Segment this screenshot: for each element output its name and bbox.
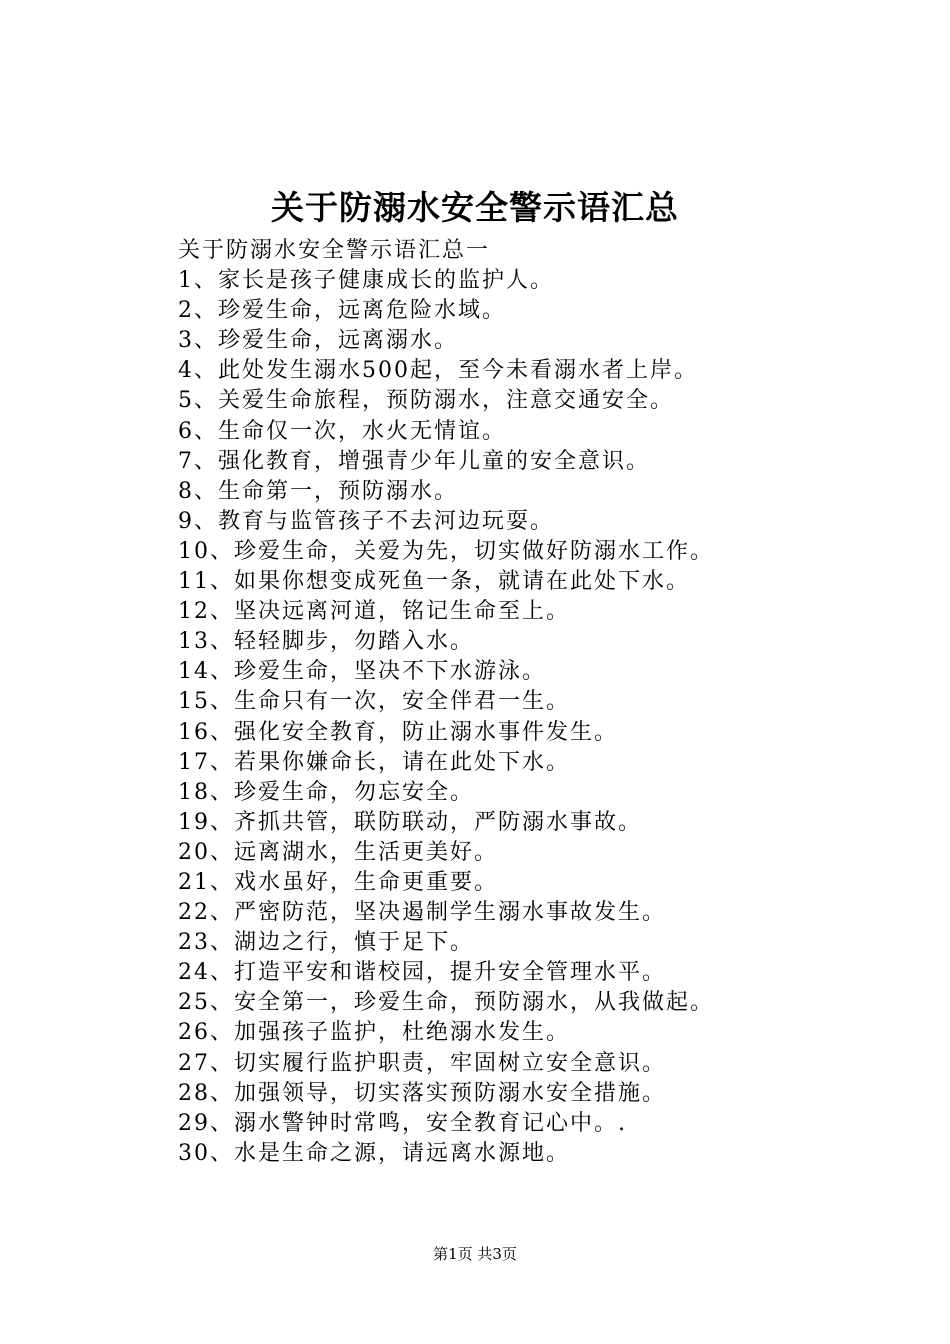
list-item: 14、珍爱生命，坚决不下水游泳。	[178, 659, 546, 685]
list-item: 4、此处发生溺水500起，至今未看溺水者上岸。	[178, 358, 698, 384]
list-item: 19、齐抓共管，联防联动，严防溺水事故。	[178, 809, 642, 835]
list-item: 21、戏水虽好，生命更重要。	[178, 869, 498, 895]
list-item: 24、打造平安和谐校园，提升安全管理水平。	[178, 960, 666, 986]
list-item: 15、生命只有一次，安全伴君一生。	[178, 689, 570, 715]
list-item: 26、加强孩子监护，杜绝溺水发生。	[178, 1020, 570, 1046]
list-item: 11、如果你想变成死鱼一条，就请在此处下水。	[178, 569, 690, 595]
list-item: 3、珍爱生命，远离溺水。	[178, 328, 458, 354]
list-item: 12、坚决远离河道，铭记生命至上。	[178, 599, 570, 625]
list-item: 1、家长是孩子健康成长的监护人。	[178, 268, 554, 294]
page-number-footer: 第1页 共3页	[433, 1245, 517, 1263]
list-item: 28、加强领导，切实落实预防溺水安全措施。	[178, 1080, 666, 1106]
list-item: 27、切实履行监护职责，牢固树立安全意识。	[178, 1050, 666, 1076]
section-heading: 关于防溺水安全警示语汇总一	[178, 238, 491, 263]
list-item: 30、水是生命之源，请远离水源地。	[178, 1140, 570, 1166]
list-item: 18、珍爱生命，勿忘安全。	[178, 779, 474, 805]
list-item: 7、强化教育，增强青少年儿童的安全意识。	[178, 448, 650, 474]
slogan-list	[178, 266, 878, 1169]
list-item: 23、湖边之行，慎于足下。	[178, 930, 474, 956]
list-item: 13、轻轻脚步，勿踏入水。	[178, 629, 474, 655]
list-item: 10、珍爱生命，关爱为先，切实做好防溺水工作。	[178, 538, 714, 564]
document-title: 关于防溺水安全警示语汇总	[271, 188, 679, 227]
list-item: 8、生命第一，预防溺水。	[178, 478, 458, 504]
list-item: 29、溺水警钟时常鸣，安全教育记心中。.	[178, 1110, 627, 1136]
list-item: 17、若果你嫌命长，请在此处下水。	[178, 749, 570, 775]
list-item: 2、珍爱生命，远离危险水域。	[178, 298, 506, 324]
list-item: 20、远离湖水，生活更美好。	[178, 839, 498, 865]
list-item: 9、教育与监管孩子不去河边玩耍。	[178, 508, 554, 534]
list-item: 22、严密防范，坚决遏制学生溺水事故发生。	[178, 900, 666, 926]
document-body	[178, 236, 878, 1169]
list-item: 25、安全第一，珍爱生命，预防溺水，从我做起。	[178, 990, 714, 1016]
list-item: 5、关爱生命旅程，预防溺水，注意交通安全。	[178, 388, 674, 414]
list-item: 6、生命仅一次，水火无情谊。	[178, 418, 506, 444]
list-item: 16、强化安全教育，防止溺水事件发生。	[178, 719, 618, 745]
